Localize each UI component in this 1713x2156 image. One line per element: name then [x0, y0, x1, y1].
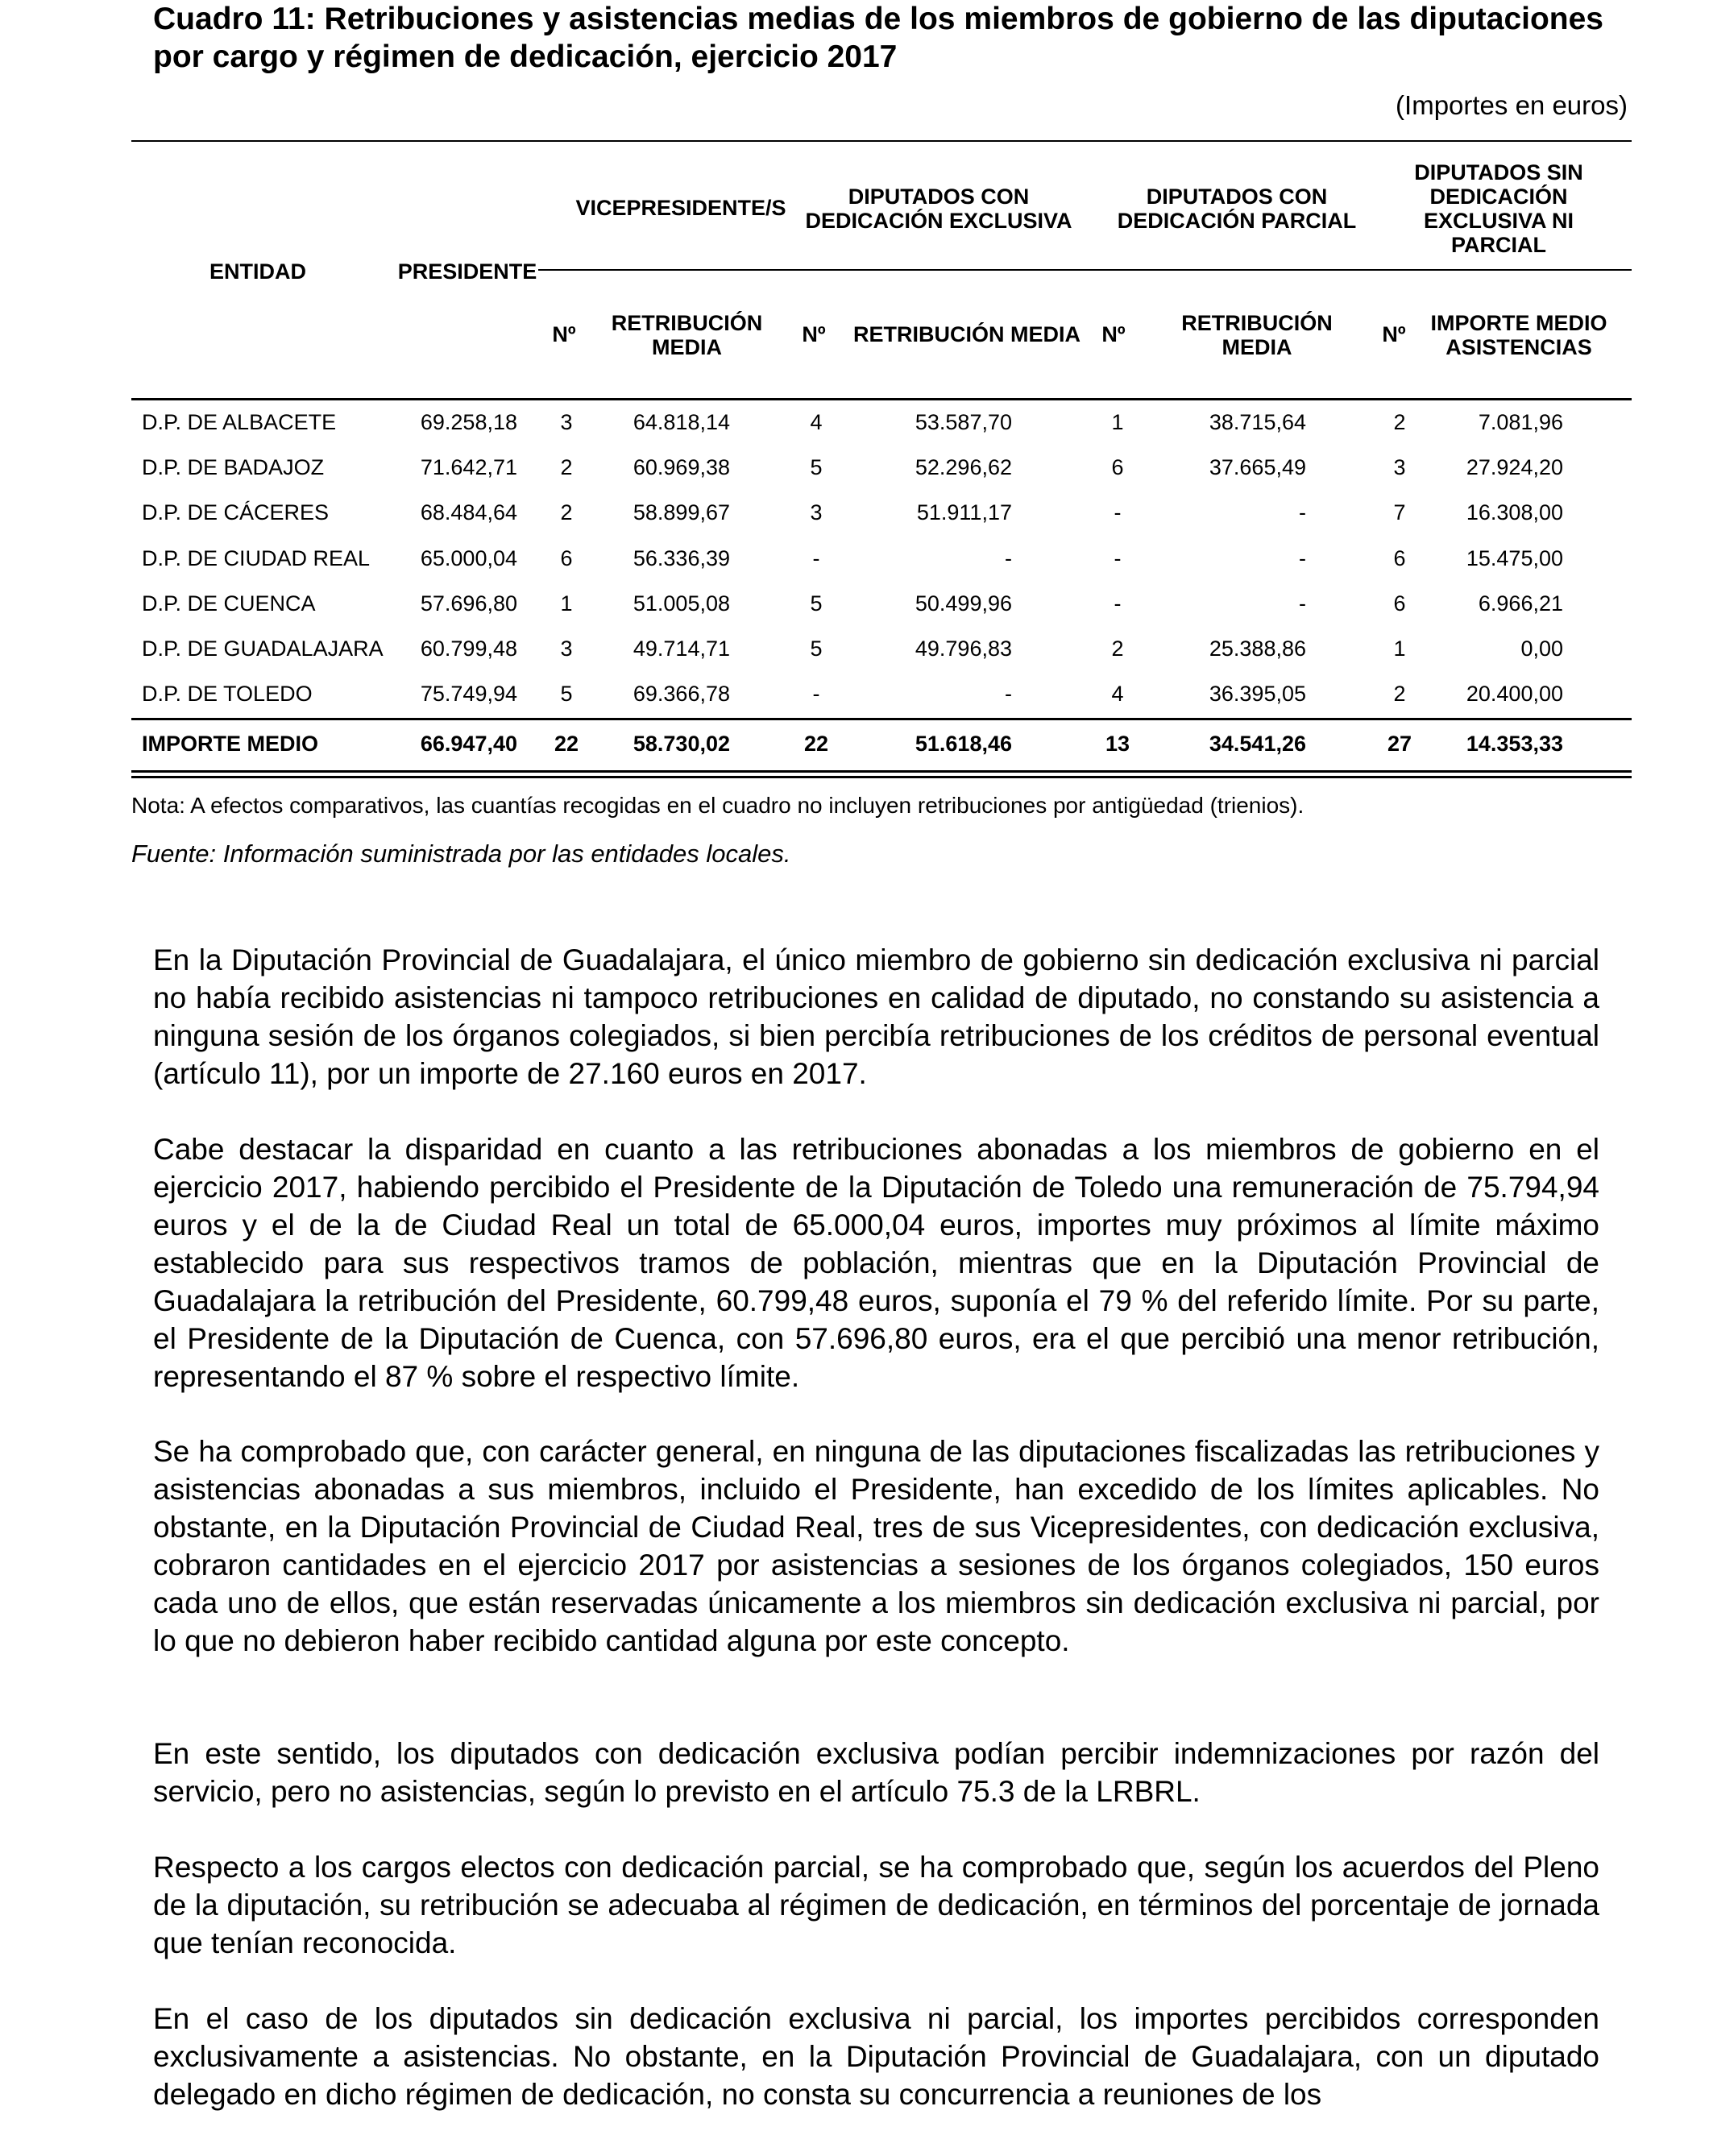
- cell-ret-parc: 25.388,86: [1209, 636, 1306, 661]
- paragraph-2: Cabe destacar la disparidad en cuanto a las retribuciones abonadas a los miembros de gobierno en el ejercicio 2017, habiendo percibido el Presidente de la Diputación de Toledo una remuneración de 75.794,94 euros y el de la de Ciudad Real un total de 65.000,04 euros, importes muy próximos al límite máximo establecido para sus respectivos tramos de población, mientras que en la Diputación Provincial de Guadalajara la retribución del Presidente, 60.799,48 euros, suponía el 79 % del referido límite. Por su parte, el Presidente de la Diputación de Cuenca, con 57.696,80 euros, era el que percibió una menor retribución, representando el 87 % sobre el respectivo límite.: [153, 1133, 1599, 1393]
- cell-n-excl: 5: [810, 455, 823, 479]
- cell-presidente: 71.642,71: [420, 455, 517, 479]
- header-entidad: ENTIDAD: [209, 259, 306, 284]
- paragraph-3: Se ha comprobado que, con carácter general, en ninguna de las diputaciones fiscalizadas las retribuciones y asistencias abonadas a sus miembros, incluido el Presidente, han excedido de los límites aplicables. No obstante, en la Diputación Provincial de Ciudad Real, tres de sus Vicepresidentes, con dedicación exclusiva, cobraron cantidades en el ejercicio 2017 por asistencias a sesiones de los órganos colegiados, 150 euros cada uno de ellos, que están reservadas únicamente a los miembros sin dedicación exclusiva ni parcial, por lo que no debieron haber recibido cantidad alguna por este concepto.: [153, 1435, 1599, 1657]
- cell-n-sin: 27: [1387, 732, 1412, 756]
- header-n-parc: Nº: [1101, 322, 1126, 346]
- header-n-excl: Nº: [802, 322, 826, 346]
- cell-entidad: D.P. DE GUADALAJARA: [142, 636, 384, 661]
- header-ret-excl: RETRIBUCIÓN MEDIA: [853, 322, 1080, 346]
- cell-n-sin: 7: [1393, 500, 1406, 524]
- header-sub-rule: [538, 269, 1632, 271]
- cell-n-excl: 22: [803, 732, 829, 756]
- header-presidente: PRESIDENTE: [397, 259, 537, 284]
- cell-imp-sin: 0,00: [1520, 636, 1563, 661]
- paragraph-1: En la Diputación Provincial de Guadalajara, el único miembro de gobierno sin dedicación exclusiva ni parcial no había recibido asistencias ni tampoco retribuciones en calidad de diputado, no constando su asistencia a ninguna sesión de los órganos colegiados, si bien percibía retribuciones de los créditos de personal eventual (artículo 11), por un importe de 27.160 euros en 2017.: [153, 943, 1599, 1090]
- cell-ret-vice: 51.005,08: [633, 591, 730, 616]
- cell-n-parc: 4: [1111, 682, 1124, 706]
- cell-ret-excl: -: [1005, 682, 1012, 706]
- header-imp-sin: IMPORTE MEDIO ASISTENCIAS: [1430, 311, 1607, 359]
- cell-n-parc: 1: [1111, 410, 1124, 434]
- paragraph-5: Respecto a los cargos electos con dedicación parcial, se ha comprobado que, según los acuerdos del Pleno de la diputación, su retribución se adecuaba al régimen de dedicación, en términos del porcentaje de jornada que tenían reconocida.: [153, 1851, 1599, 1959]
- cell-ret-vice: 64.818,14: [633, 410, 730, 434]
- cell-ret-vice: 58.730,02: [633, 732, 730, 756]
- cell-n-parc: -: [1114, 591, 1122, 616]
- cell-n-sin: 3: [1393, 455, 1406, 479]
- cell-presidente: 57.696,80: [420, 591, 517, 616]
- cell-ret-parc: -: [1299, 591, 1306, 616]
- cell-n-vice: 1: [560, 591, 573, 616]
- cell-n-parc: 6: [1111, 455, 1124, 479]
- header-n-sin: Nº: [1382, 322, 1406, 346]
- cell-n-excl: 4: [810, 410, 823, 434]
- cell-ret-excl: 51.618,46: [915, 732, 1012, 756]
- table-note: Nota: A efectos comparativos, las cuantías recogidas en el cuadro no incluyen retribuciones por antigüedad (trienios).: [131, 793, 1304, 818]
- cell-entidad: D.P. DE ALBACETE: [142, 410, 337, 434]
- cell-n-excl: 5: [810, 636, 823, 661]
- units-label: (Importes en euros): [1396, 90, 1628, 120]
- cell-ret-parc: 34.541,26: [1209, 732, 1306, 756]
- cell-imp-sin: 27.924,20: [1466, 455, 1563, 479]
- cell-ret-parc: 37.665,49: [1209, 455, 1306, 479]
- cell-entidad: D.P. DE BADAJOZ: [142, 455, 325, 479]
- table-source: Fuente: Información suministrada por las entidades locales.: [131, 840, 791, 868]
- table-top-rule: [131, 140, 1632, 142]
- table-title: Cuadro 11: Retribuciones y asistencias medias de los miembros de gobierno de las diputaciones por cargo y régimen de dedicación, ejercicio 2017: [153, 2, 1603, 74]
- paragraph-4: En este sentido, los diputados con dedicación exclusiva podían percibir indemnizaciones por razón del servicio, pero no asistencias, según lo previsto en el artículo 75.3 de la LRBRL.: [153, 1737, 1599, 1808]
- cell-n-parc: -: [1114, 546, 1122, 570]
- cell-ret-vice: 69.366,78: [633, 682, 730, 706]
- cell-presidente: 69.258,18: [420, 410, 517, 434]
- total-top-rule: [131, 718, 1632, 720]
- paragraph-6: En el caso de los diputados sin dedicación exclusiva ni parcial, los importes percibidos corresponden exclusivamente a asistencias. No obstante, en la Diputación Provincial de Guadalajara, con un diputado delegado en dicho régimen de dedicación, no consta su concurrencia a reuniones de los: [153, 2002, 1599, 2111]
- header-dip-sin: DIPUTADOS SIN DEDICACIÓN EXCLUSIVA NI PARCIAL: [1414, 160, 1583, 257]
- total-bottom-rule-1: [131, 770, 1632, 773]
- cell-imp-sin: 14.353,33: [1466, 732, 1563, 756]
- cell-entidad: D.P. DE CÁCERES: [142, 500, 330, 524]
- cell-n-excl: -: [812, 682, 820, 706]
- cell-n-sin: 6: [1393, 591, 1406, 616]
- cell-presidente: 68.484,64: [420, 500, 517, 524]
- cell-n-parc: -: [1114, 500, 1122, 524]
- cell-n-excl: 5: [810, 591, 823, 616]
- cell-n-vice: 22: [554, 732, 579, 756]
- cell-imp-sin: 15.475,00: [1466, 546, 1563, 570]
- cell-ret-excl: 49.796,83: [915, 636, 1012, 661]
- cell-ret-excl: 50.499,96: [915, 591, 1012, 616]
- cell-n-sin: 2: [1393, 410, 1406, 434]
- cell-entidad: IMPORTE MEDIO: [142, 732, 319, 756]
- header-bottom-rule: [131, 398, 1632, 400]
- cell-n-vice: 3: [560, 410, 573, 434]
- cell-n-vice: 3: [560, 636, 573, 661]
- cell-ret-vice: 58.899,67: [633, 500, 730, 524]
- header-ret-vice: RETRIBUCIÓN MEDIA: [611, 311, 763, 359]
- cell-imp-sin: 16.308,00: [1466, 500, 1563, 524]
- cell-n-sin: 6: [1393, 546, 1406, 570]
- cell-ret-vice: 60.969,38: [633, 455, 730, 479]
- cell-ret-excl: 53.587,70: [915, 410, 1012, 434]
- cell-entidad: D.P. DE TOLEDO: [142, 682, 313, 706]
- cell-presidente: 65.000,04: [420, 546, 517, 570]
- cell-ret-excl: 51.911,17: [916, 500, 1012, 524]
- header-vicepresidentes: VICEPRESIDENTE/S: [575, 196, 786, 220]
- cell-imp-sin: 6.966,21: [1478, 591, 1563, 616]
- cell-ret-vice: 49.714,71: [633, 636, 730, 661]
- cell-n-vice: 5: [560, 682, 573, 706]
- cell-ret-excl: 52.296,62: [915, 455, 1012, 479]
- cell-n-sin: 1: [1393, 636, 1406, 661]
- cell-entidad: D.P. DE CIUDAD REAL: [142, 546, 371, 570]
- header-dip-parcial: DIPUTADOS CON DEDICACIÓN PARCIAL: [1117, 185, 1357, 233]
- cell-imp-sin: 20.400,00: [1466, 682, 1563, 706]
- cell-presidente: 60.799,48: [420, 636, 517, 661]
- cell-n-vice: 2: [560, 455, 573, 479]
- header-n-vice: Nº: [552, 322, 576, 346]
- header-dip-exclusiva: DIPUTADOS CON DEDICACIÓN EXCLUSIVA: [805, 185, 1072, 233]
- cell-ret-parc: -: [1299, 500, 1306, 524]
- cell-n-sin: 2: [1393, 682, 1406, 706]
- cell-ret-parc: -: [1299, 546, 1306, 570]
- cell-ret-vice: 56.336,39: [633, 546, 730, 570]
- cell-n-vice: 2: [560, 500, 573, 524]
- cell-n-parc: 2: [1111, 636, 1124, 661]
- cell-n-parc: 13: [1105, 732, 1130, 756]
- total-bottom-rule-2: [131, 776, 1632, 778]
- cell-n-vice: 6: [560, 546, 573, 570]
- cell-ret-excl: -: [1005, 546, 1012, 570]
- cell-n-excl: -: [812, 546, 820, 570]
- cell-presidente: 75.749,94: [420, 682, 517, 706]
- header-ret-parc: RETRIBUCIÓN MEDIA: [1181, 311, 1333, 359]
- cell-ret-parc: 36.395,05: [1209, 682, 1306, 706]
- cell-imp-sin: 7.081,96: [1478, 410, 1563, 434]
- cell-presidente: 66.947,40: [420, 732, 517, 756]
- cell-n-excl: 3: [810, 500, 823, 524]
- cell-ret-parc: 38.715,64: [1209, 410, 1306, 434]
- cell-entidad: D.P. DE CUENCA: [142, 591, 316, 616]
